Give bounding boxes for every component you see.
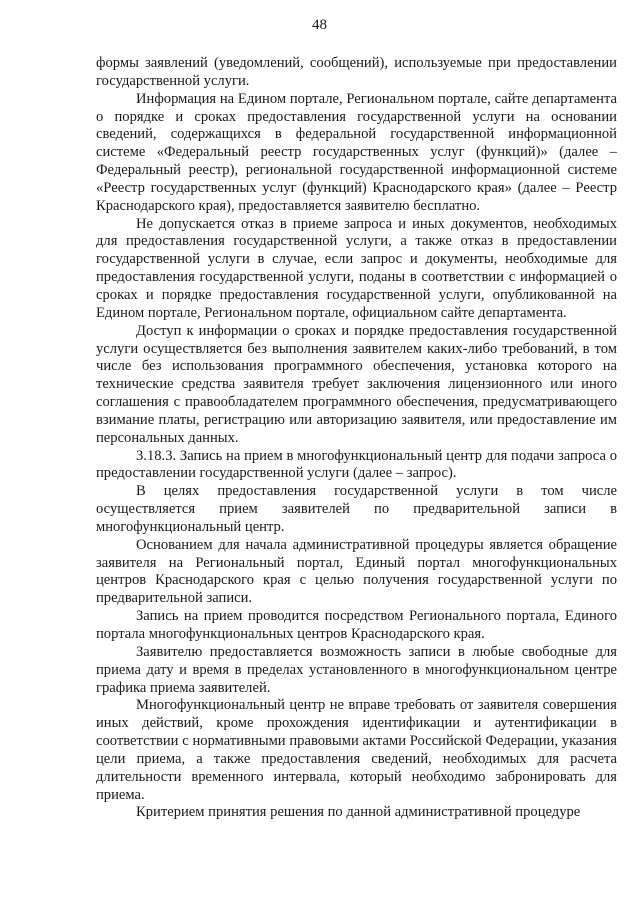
document-body <box>96 55 617 822</box>
paragraph: Информация на Едином портале, Региональном портале, сайте департамента о порядке и сроках предоставления государственной услуги на основании сведений, содержащихся в федеральной государственной информационной системе «Федеральный реестр государственных услуг (функций)» (далее – Федеральный реестр), региональной государственной информационной системе «Реестр государственных услуг (функций) Краснодарского края» (далее – Реестр Краснодарского края), предоставляется заявителю бесплатно. <box>96 90 617 214</box>
paragraph: 3.18.3. Запись на прием в многофункциональный центр для подачи запроса о предоставлении государственной услуги (далее – запрос). <box>96 447 617 482</box>
paragraph: Не допускается отказ в приеме запроса и иных документов, необходимых для предоставления государственной услуги, а также отказ в предоставлении государственной услуги в случае, если запрос и документы, необходимые для предоставления государственной услуги, поданы в соответствии с информацией о сроках и порядке предоставления государственной услуги, опубликованной на Едином портале, Региональном портале, официальном сайте департамента. <box>96 215 617 321</box>
paragraph: Критерием принятия решения по данной административной процедуре <box>136 804 581 821</box>
paragraph: В целях предоставления государственной услуги в том числе осуществляется прием заявителей по предварительной записи в многофункциональный центр. <box>96 483 617 535</box>
paragraph: Заявителю предоставляется возможность записи в любые свободные для приема дату и время в пределах установленного в многофункциональном центре графика приема заявителей. <box>96 643 617 696</box>
paragraph: Доступ к информации о сроках и порядке предоставления государственной услуги осуществляется без выполнения заявителем каких-либо требований, в том числе без использования программного обеспечения, установка которого на технические средства заявителя требует заключения лицензионного или иного соглашения с правообладателем программного обеспечения, предусматривающего взимание платы, регистрацию или авторизацию заявителя, или предоставление им персональных данных. <box>96 322 617 446</box>
paragraph: формы заявлений (уведомлений, сообщений), используемые при предоставлении государственной услуги. <box>96 55 617 89</box>
paragraph: Основанием для начала административной процедуры является обращение заявителя на Региональный портал, Единый портал многофункциональных центров Краснодарского края с целью получения государственной услуги по предварительной записи. <box>96 536 617 607</box>
paragraph: Запись на прием проводится посредством Регионального портала, Единого портала многофункциональных центров Краснодарского края. <box>96 608 617 642</box>
paragraph: Многофункциональный центр не вправе требовать от заявителя совершения иных действий, кроме прохождения идентификации и аутентификации в соответствии с нормативными правовыми актами Российской Федерации, указания цели приема, а также предоставления сведений, необходимых для расчета длительности временного интервала, который необходимо забронировать для приема. <box>96 697 617 803</box>
page-number: 48 <box>312 17 327 33</box>
